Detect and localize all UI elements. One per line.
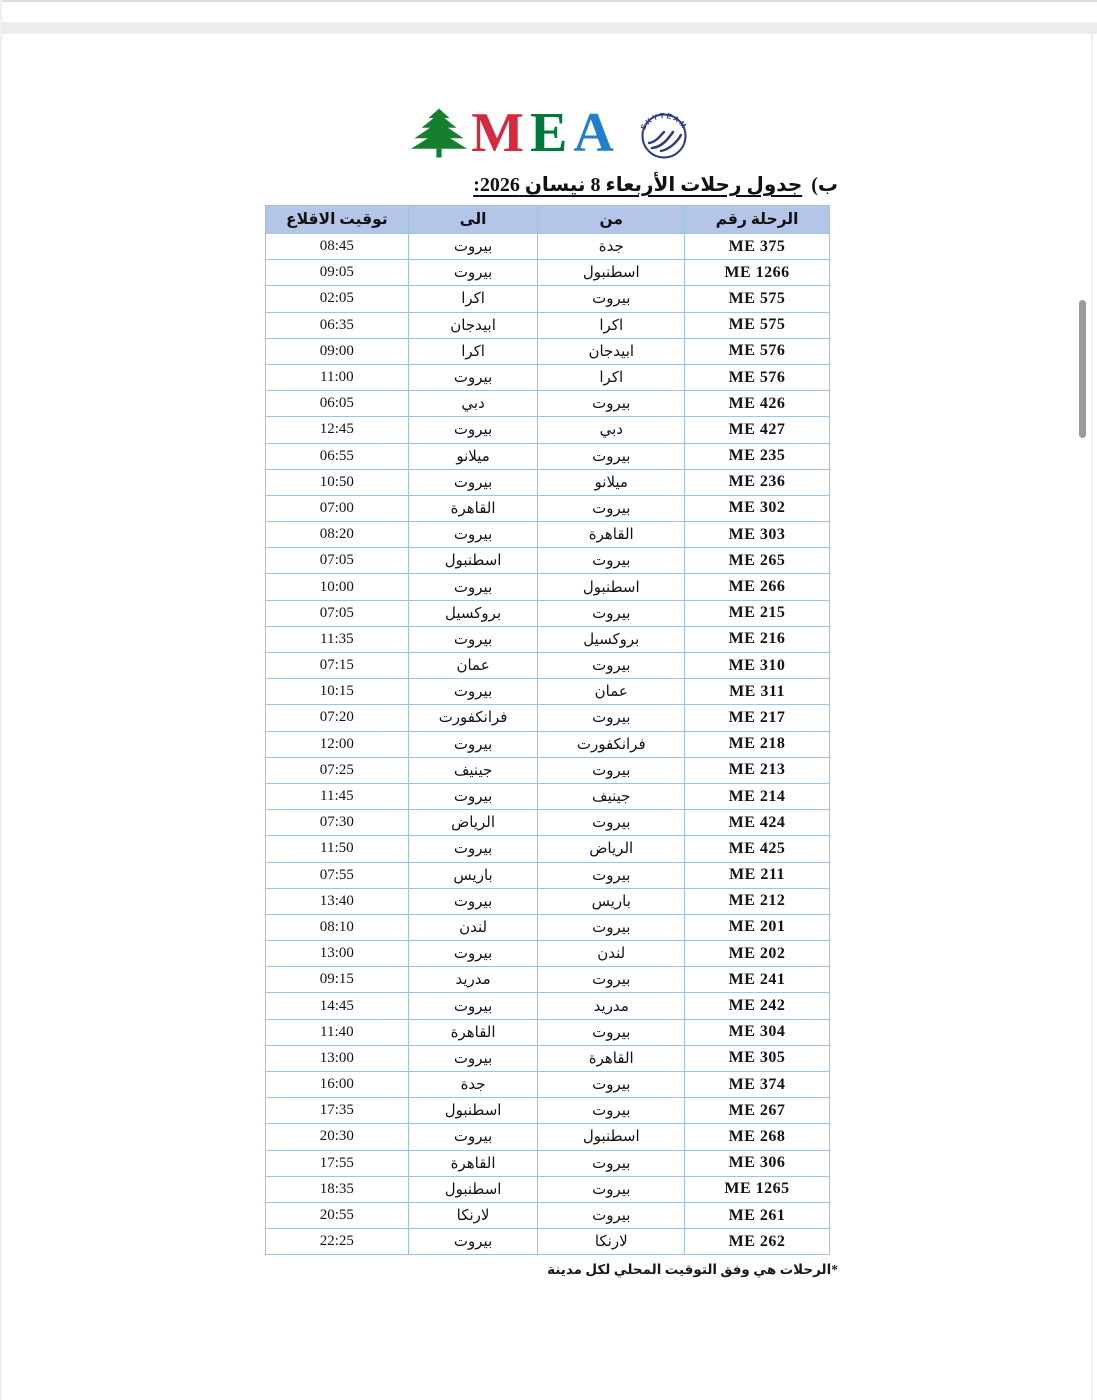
departure-time-cell: 11:50 [266,836,409,862]
from-city-cell: بيروت [538,862,685,888]
departure-time-cell: 06:05 [266,391,409,417]
to-city-cell: بيروت [408,888,538,914]
to-city-cell: اسطنبول [408,1098,538,1124]
flight-number-cell: ME 241 [685,967,830,993]
to-city-cell: بيروت [408,574,538,600]
skyteam-logo-icon [636,105,692,161]
departure-time-cell: 10:15 [266,679,409,705]
flight-number-cell: ME 261 [685,1202,830,1228]
from-city-cell: دبي [538,417,685,443]
from-city-cell: بيروت [538,914,685,940]
departure-time-cell: 09:00 [266,338,409,364]
to-city-cell: جدة [408,1072,538,1098]
table-row [266,364,830,390]
table-row [266,862,830,888]
table-row [266,443,830,469]
flight-number-cell: ME 266 [685,574,830,600]
to-city-cell: بيروت [408,417,538,443]
mea-wordmark [471,102,620,164]
departure-time-cell: 18:35 [266,1176,409,1202]
table-row [266,574,830,600]
to-city-cell: بيروت [408,1124,538,1150]
departure-time-cell: 12:45 [266,417,409,443]
table-row [266,469,830,495]
departure-time-cell: 17:55 [266,1150,409,1176]
table-row [266,836,830,862]
flight-number-cell: ME 427 [685,417,830,443]
page-left-edge-line [0,0,2,1400]
flight-number-cell: ME 302 [685,495,830,521]
departure-time-cell: 11:35 [266,626,409,652]
from-city-cell: بيروت [538,1098,685,1124]
departure-time-cell: 13:40 [266,888,409,914]
to-city-cell: عمان [408,653,538,679]
to-city-cell: بيروت [408,626,538,652]
header-from: من [538,206,685,234]
from-city-cell: لندن [538,941,685,967]
from-city-cell: القاهرة [538,1045,685,1071]
to-city-cell: اسطنبول [408,1176,538,1202]
flight-number-cell: ME 242 [685,993,830,1019]
departure-time-cell: 20:30 [266,1124,409,1150]
flight-number-cell: ME 235 [685,443,830,469]
from-city-cell: بيروت [538,443,685,469]
from-city-cell: اكرا [538,364,685,390]
from-city-cell: بيروت [538,1150,685,1176]
from-city-cell: اسطنبول [538,574,685,600]
flight-number-cell: ME 310 [685,653,830,679]
page-top-band [0,22,1097,34]
departure-time-cell: 07:20 [266,705,409,731]
table-row [266,548,830,574]
departure-time-cell: 07:25 [266,757,409,783]
skyteam-arc-label: SKYTEAM [638,110,689,132]
flight-number-cell: ME 575 [685,312,830,338]
to-city-cell: اكرا [408,338,538,364]
from-city-cell: عمان [538,679,685,705]
flight-number-cell: ME 1266 [685,260,830,286]
flight-number-cell: ME 267 [685,1098,830,1124]
from-city-cell: بيروت [538,286,685,312]
departure-time-cell: 13:00 [266,1045,409,1071]
table-row [266,679,830,705]
from-city-cell: اسطنبول [538,1124,685,1150]
departure-time-cell: 16:00 [266,1072,409,1098]
table-row [266,1098,830,1124]
table-row [266,391,830,417]
flight-number-cell: ME 311 [685,679,830,705]
from-city-cell: بيروت [538,967,685,993]
to-city-cell: بيروت [408,1229,538,1255]
flight-number-cell: ME 424 [685,810,830,836]
flight-number-cell: ME 375 [685,234,830,260]
departure-time-cell: 20:55 [266,1202,409,1228]
departure-time-cell: 08:45 [266,234,409,260]
table-row [266,417,830,443]
to-city-cell: القاهرة [408,1019,538,1045]
flight-number-cell: ME 215 [685,600,830,626]
departure-time-cell: 09:05 [266,260,409,286]
from-city-cell: بيروت [538,1202,685,1228]
to-city-cell: بيروت [408,679,538,705]
to-city-cell: ميلانو [408,443,538,469]
flight-number-cell: ME 303 [685,522,830,548]
departure-time-cell: 07:00 [266,495,409,521]
to-city-cell: اكرا [408,286,538,312]
table-row [266,260,830,286]
flight-number-cell: ME 426 [685,391,830,417]
flight-number-cell: ME 218 [685,731,830,757]
from-city-cell: جينيف [538,783,685,809]
to-city-cell: الرياض [408,810,538,836]
flight-number-cell: ME 575 [685,286,830,312]
table-row [266,914,830,940]
title-text: جدول رحلات الأربعاء 8 نيسان 2026: [473,174,803,196]
departure-time-cell: 07:30 [266,810,409,836]
header-flight-number: الرحلة رقم [685,206,830,234]
departure-time-cell: 13:00 [266,941,409,967]
flight-number-cell: ME 1265 [685,1176,830,1202]
mea-letter: A [573,102,620,164]
mea-letter: E [530,102,574,164]
table-row [266,967,830,993]
flight-table-body [266,234,830,1255]
departure-time-cell: 12:00 [266,731,409,757]
departure-time-cell: 11:45 [266,783,409,809]
table-row [266,1072,830,1098]
to-city-cell: بيروت [408,836,538,862]
table-row [266,1124,830,1150]
flight-number-cell: ME 217 [685,705,830,731]
table-row [266,522,830,548]
departure-time-cell: 08:10 [266,914,409,940]
page-top-edge-line [0,0,1097,2]
departure-time-cell: 14:45 [266,993,409,1019]
from-city-cell: فرانكفورت [538,731,685,757]
to-city-cell: بيروت [408,260,538,286]
to-city-cell: بيروت [408,364,538,390]
to-city-cell: القاهرة [408,495,538,521]
from-city-cell: اسطنبول [538,260,685,286]
to-city-cell: لندن [408,914,538,940]
table-row [266,338,830,364]
from-city-cell: باريس [538,888,685,914]
flight-number-cell: ME 305 [685,1045,830,1071]
header-row [266,206,830,234]
scrollbar-thumb[interactable] [1079,300,1086,438]
table-row [266,653,830,679]
flight-number-cell: ME 265 [685,548,830,574]
flight-number-cell: ME 212 [685,888,830,914]
flight-number-cell: ME 268 [685,1124,830,1150]
from-city-cell: بيروت [538,495,685,521]
to-city-cell: ابيدجان [408,312,538,338]
logo-row [265,104,838,162]
table-row [266,312,830,338]
table-row [266,600,830,626]
flight-number-cell: ME 576 [685,338,830,364]
table-row [266,626,830,652]
departure-time-cell: 06:55 [266,443,409,469]
flight-number-cell: ME 304 [685,1019,830,1045]
departure-time-cell: 07:05 [266,548,409,574]
from-city-cell: بيروت [538,1072,685,1098]
to-city-cell: اسطنبول [408,548,538,574]
flight-number-cell: ME 374 [685,1072,830,1098]
table-row [266,705,830,731]
from-city-cell: بيروت [538,1019,685,1045]
flight-number-cell: ME 213 [685,757,830,783]
table-row [266,810,830,836]
table-row [266,495,830,521]
flight-number-cell: ME 216 [685,626,830,652]
from-city-cell: ميلانو [538,469,685,495]
departure-time-cell: 07:55 [266,862,409,888]
departure-time-cell: 07:05 [266,600,409,626]
to-city-cell: بيروت [408,469,538,495]
departure-time-cell: 07:15 [266,653,409,679]
to-city-cell: فرانكفورت [408,705,538,731]
flight-number-cell: ME 262 [685,1229,830,1255]
to-city-cell: القاهرة [408,1150,538,1176]
table-row [266,1150,830,1176]
to-city-cell: دبي [408,391,538,417]
from-city-cell: جدة [538,234,685,260]
table-row [266,286,830,312]
flight-number-cell: ME 202 [685,941,830,967]
departure-time-cell: 11:40 [266,1019,409,1045]
from-city-cell: بيروت [538,705,685,731]
from-city-cell: اكرا [538,312,685,338]
table-row [266,993,830,1019]
from-city-cell: بيروت [538,653,685,679]
table-row [266,888,830,914]
table-row [266,731,830,757]
flight-number-cell: ME 214 [685,783,830,809]
header-to: الى [408,206,538,234]
flight-number-cell: ME 306 [685,1150,830,1176]
flight-number-cell: ME 425 [685,836,830,862]
to-city-cell: بيروت [408,731,538,757]
table-row [266,1176,830,1202]
mea-letter: M [471,102,531,164]
departure-time-cell: 22:25 [266,1229,409,1255]
from-city-cell: القاهرة [538,522,685,548]
to-city-cell: بيروت [408,234,538,260]
title-prefix: ب) [811,174,838,196]
footnote: *الرحلات هي وفق التوقيت المحلي لكل مدينة [547,1262,838,1277]
svg-text:SKYTEAM [638,111,689,132]
to-city-cell: لارنكا [408,1202,538,1228]
departure-time-cell: 09:15 [266,967,409,993]
to-city-cell: بروكسيل [408,600,538,626]
departure-time-cell: 08:20 [266,522,409,548]
departure-time-cell: 02:05 [266,286,409,312]
table-row [266,1045,830,1071]
flight-number-cell: ME 236 [685,469,830,495]
to-city-cell: بيروت [408,941,538,967]
departure-time-cell: 11:00 [266,364,409,390]
cedar-tree-icon [411,104,467,162]
from-city-cell: بيروت [538,600,685,626]
to-city-cell: بيروت [408,993,538,1019]
page-title [265,172,838,197]
to-city-cell: مدريد [408,967,538,993]
table-row [266,234,830,260]
to-city-cell: جينيف [408,757,538,783]
flight-table-header [266,206,830,234]
mea-airline-logo [411,104,620,162]
flight-number-cell: ME 201 [685,914,830,940]
departure-time-cell: 17:35 [266,1098,409,1124]
from-city-cell: بيروت [538,757,685,783]
departure-time-cell: 10:50 [266,469,409,495]
to-city-cell: بيروت [408,522,538,548]
table-row [266,941,830,967]
from-city-cell: لارنكا [538,1229,685,1255]
page-right-edge-line [1091,34,1093,1400]
flight-number-cell: ME 211 [685,862,830,888]
flight-schedule-table [265,205,830,1255]
table-row [266,783,830,809]
header-departure-time: توقيت الاقلاع [266,206,409,234]
from-city-cell: الرياض [538,836,685,862]
to-city-cell: بيروت [408,1045,538,1071]
from-city-cell: بيروت [538,391,685,417]
table-row [266,1202,830,1228]
from-city-cell: بيروت [538,810,685,836]
table-row [266,757,830,783]
from-city-cell: بيروت [538,548,685,574]
from-city-cell: بروكسيل [538,626,685,652]
departure-time-cell: 06:35 [266,312,409,338]
table-row [266,1229,830,1255]
flight-number-cell: ME 576 [685,364,830,390]
from-city-cell: مدريد [538,993,685,1019]
from-city-cell: بيروت [538,1176,685,1202]
to-city-cell: بيروت [408,783,538,809]
to-city-cell: باريس [408,862,538,888]
table-row [266,1019,830,1045]
departure-time-cell: 10:00 [266,574,409,600]
from-city-cell: ابيدجان [538,338,685,364]
